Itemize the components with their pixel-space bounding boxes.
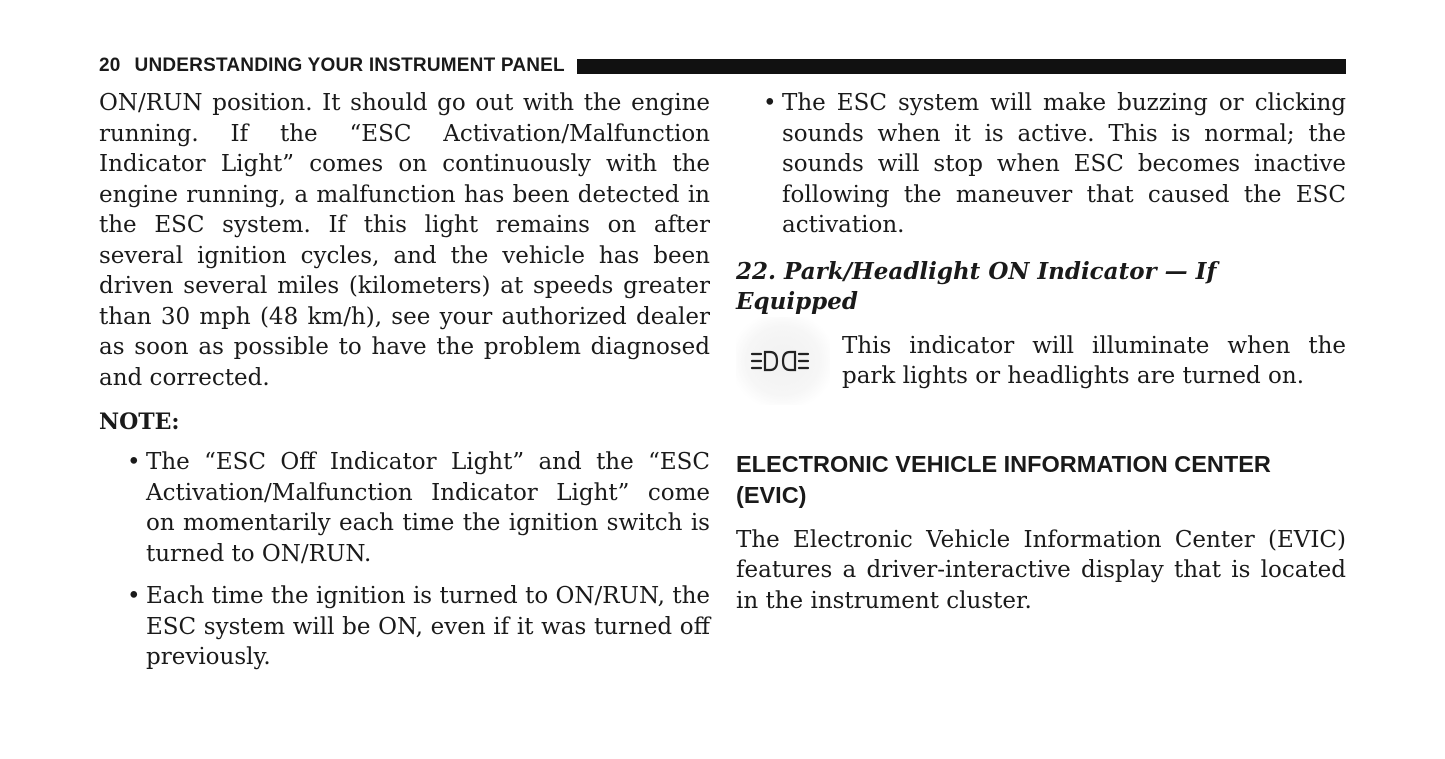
page-header	[99, 54, 1346, 78]
header-title: UNDERSTANDING YOUR INSTRUMENT PANEL	[134, 55, 565, 76]
list-item-text: Each time the ignition is turned to ON/RUN, the ESC system will be ON, even if it was turned off previously.	[146, 583, 710, 670]
header-text	[99, 55, 565, 77]
list-item	[99, 581, 710, 673]
evic-description: The Electronic Vehicle Information Center (EVIC) features a driver-interactive display that is located in the instrument cluster.	[736, 526, 1346, 614]
park-headlight-indicator-icon	[736, 317, 830, 405]
note-bullet-list	[99, 447, 710, 673]
park-headlight-icon-graphic	[750, 346, 816, 376]
bullet-marker: •	[127, 449, 141, 475]
note-label: NOTE:	[99, 409, 180, 435]
list-item	[736, 88, 1346, 241]
indicator-description: This indicator will illuminate when the park lights or headlights are turned on.	[842, 332, 1346, 389]
indicator-row	[736, 331, 1346, 405]
header-rule	[577, 59, 1346, 74]
list-item	[99, 447, 710, 569]
page-number: 20	[99, 55, 121, 76]
bullet-marker: •	[763, 90, 777, 116]
list-item-text: The “ESC Off Indicator Light” and the “ESC Activation/Malfunction Indicator Light” come on momentarily each time the ignition switch is turned to ON/RUN.	[146, 449, 710, 567]
left-column	[99, 88, 710, 685]
bullet-marker: •	[127, 583, 141, 609]
indicator-heading: 22. Park/Headlight ON Indicator — If Equipped	[736, 257, 1217, 315]
esc-malfunction-paragraph: ON/RUN position. It should go out with the engine running. If the “ESC Activation/Malfunction Indicator Light” comes on continuously with the engine running, a malfunction has been detected in the ESC system. If this light remains on after several ignition cycles, and the vehicle has been driven several miles (kilometers) at speeds greater than 30 mph (48 km/h), see your authorized dealer as soon as possible to have the problem diagnosed and corrected.	[99, 90, 710, 391]
evic-section-heading: ELECTRONIC VEHICLE INFORMATION CENTER (EVIC)	[736, 450, 1271, 508]
right-column	[736, 88, 1346, 616]
esc-bullet-list	[736, 88, 1346, 241]
list-item-text: The ESC system will make buzzing or clicking sounds when it is active. This is normal; the sounds will stop when ESC becomes inactive following the maneuver that caused the ESC activation.	[782, 90, 1346, 238]
